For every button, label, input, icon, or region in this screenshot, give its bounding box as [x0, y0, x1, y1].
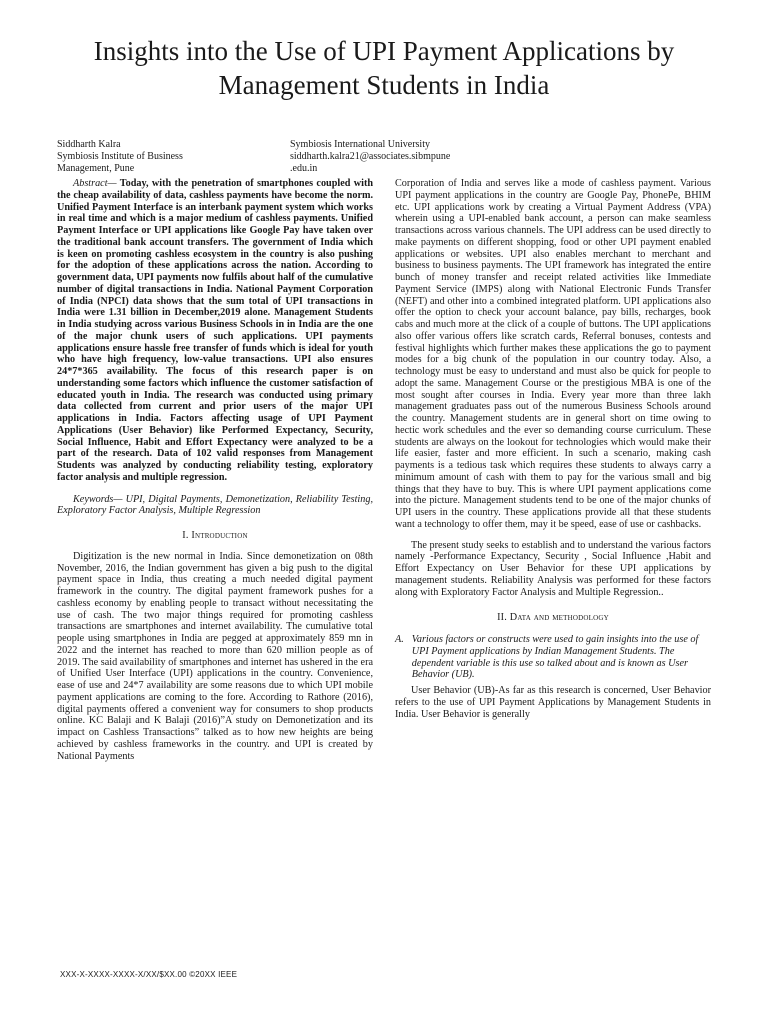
copyright-footer: XXX-X-XXXX-XXXX-X/XX/$XX.00 ©20XX IEEE	[60, 970, 238, 979]
author-affiliation-line-2: Management, Pune	[57, 163, 135, 174]
abstract-text: Today, with the penetration of smartphones coupled with the cheap availability of data, cashless payments have become the norm. Unified Payment Interface is an interbank payment system which works in real time and which is a major medium of cashless payments. Unified Payment Interface or UPI applications like Google Pay have taken over the traditional bank account transfers. The government of India which is keen on promoting cashless ecosystem in the country is also pushing for the adoption of these applications across the nation. According to government data, UPI payments now fulfils about half of the cumulative number of digital transactions in India. National Payment Corporation of India (NPCI) data shows that the sum total of UPI transactions in India were 1.31 billion in December,2019 alone. Management Students in India studying across various Business Schools in in India are the one of the major chunk users of such applications. UPI payments applications ensure hassle free transfer of funds which is ideal for youth who have high frequency, low-value transactions. UPI also ensures 24*7*365 availability. The focus of this research paper is on understanding some factors which influence the customer satisfaction of educated youth in India. The research was conducted using primary data collected from current and prior users of the major UPI applications in India. Factors affecting usage of UPI Payment Applications (User Behavior) like Performed Expectancy, Security, Social Influence, Habit and Effort Expectancy were analyzed to be a part of the research. Data of 102 valid responses from Management Students was analyzed by conducting reliability testing, exploratory factor analysis and multiple regression.	[57, 178, 373, 483]
keywords: Keywords— UPI, Digital Payments, Demonetization, Reliability Testing, Exploratory Factor Analysis, Multiple Regression	[57, 493, 373, 517]
subsection-letter: A.	[395, 634, 404, 645]
paper-title: Insights into the Use of UPI Payment Applications by Management Students in India	[93, 36, 675, 100]
introduction-continuation: Corporation of India and serves like a mode of cashless payment. Various UPI payment applications in the country are Google Pay, PhonePe, BHIM etc. UPI applications work by creating a Virtual Payment Address (VPA) wherein using a UPI-enabled bank account, a person can make seamless transactions across various channels. The UPI address can be used directly to make payments on different shopping, food or other UPI payment enabled applications or websites. UPI also enables merchant to merchant and business to business payments. The UPI framework has integrated the entire bunch of money transfer and receipt related activities like Immediate Payment Service (IMPS) along with National Electronic Funds Transfer (NEFT) and other into a combined integrated platform. UPI applications also offer the option to check your account balance, pay bills, recharges, book cabs and much more at the click of a couple of buttons. The UPI applications also offer various offers like scratch cards, Referral bonuses, contests and festival highlights which further makes these applications the go to payment modes for a big chunk of the population in our country today. Also, a technology must be easy to understand and must also be quick for people to adopt the same. Management Course or the prestigious MBA is one of the most sought after courses in India. Every year more than three lakh management graduates pass out of the numerous Business Schools around the country. Management students are in general short on time owing to hectic work schedules and the ever so demanding course curriculum. These students are always on the lookout for technologies which would make their life easier, faster and more efficient. In such a scenario, making cash payments is a tedious task which requires these students to always carry a minimum amount of cash with them to pay for the various small and big things that they have to buy. This is where UPI payment applications come into the picture. Management students tend to be one of the major chunks of UPI users in the country. These applications provide all that these students want a technology to offer them, may it be speed, ease of use or cashbacks.	[395, 178, 711, 530]
section-heading-introduction: I. Introduction	[182, 530, 248, 541]
author-block-1	[57, 139, 183, 175]
user-behavior-paragraph: User Behavior (UB)-As far as this research is concerned, User Behavior refers to the use of UPI Payment Applications by Management Students in India. User Behavior is generally	[395, 685, 711, 720]
author-affiliation: Symbiosis Institute of Business	[57, 151, 183, 162]
study-aim-paragraph: The present study seeks to establish and to understand the various factors namely -Performance Expectancy, Security , Social Influence ,Habit and Effort Expectancy on User Behavior for these UPI applications by management students. Reliability Analysis was performed for these factors along with Exploratory Factor Analysis and Multiple Regression..	[395, 539, 711, 598]
introduction-paragraph: Digitization is the new normal in India. Since demonetization on 08th November, 2016, the Indian government has given a big push to the digital payment space in India, thus creating a much needed digital payment framework in the country. The digital payment framework pushes for a cashless economy by enabling people to transact without necessitating the use of cash. The two major things required for promoting cashless transactions are smartphones and internet availability. The cumulative total people using smartphones in India are pegged at approximately 859 mn in 2022 and the internet has reached to more than 620 million people as of 2019. The said availability of smartphones and internet has ushered in the era of Unified User Interface (UPI) applications in the country. Convenience, ease of use and 24*7 availability are some reasons due to which UPI mobile payment applications are coming to the fore. According to Rathore (2016), digital payments offered a convenient way for consumers to shop products online. KC Balaji and K Balaji (2016)”A study on Demonetization and its impact on Cashless Transactions” talked as to how new heights are being achieved by cashless frameworks in the country. and UPI is created by National Payments	[57, 550, 373, 762]
left-column	[57, 178, 373, 762]
abstract-label: Abstract—	[73, 178, 117, 189]
university-name: Symbiosis International University	[290, 139, 430, 150]
author-email: siddharth.kalra21@associates.sibmpune	[290, 151, 451, 162]
right-column	[395, 178, 711, 720]
subsection-a	[395, 634, 711, 681]
author-block-2	[290, 139, 450, 175]
section-heading-data-methodology: II. Data and methodology	[497, 612, 609, 624]
author-email-line-2: .edu.in	[290, 163, 318, 174]
author-name: Siddharth Kalra	[57, 139, 121, 150]
abstract	[57, 178, 373, 484]
subsection-text: Various factors or constructs were used to gain insights into the use of UPI Payment applications by Indian Management Students. The dependent variable is this use so talked about and is known as User Behavior (UB).	[411, 634, 699, 681]
